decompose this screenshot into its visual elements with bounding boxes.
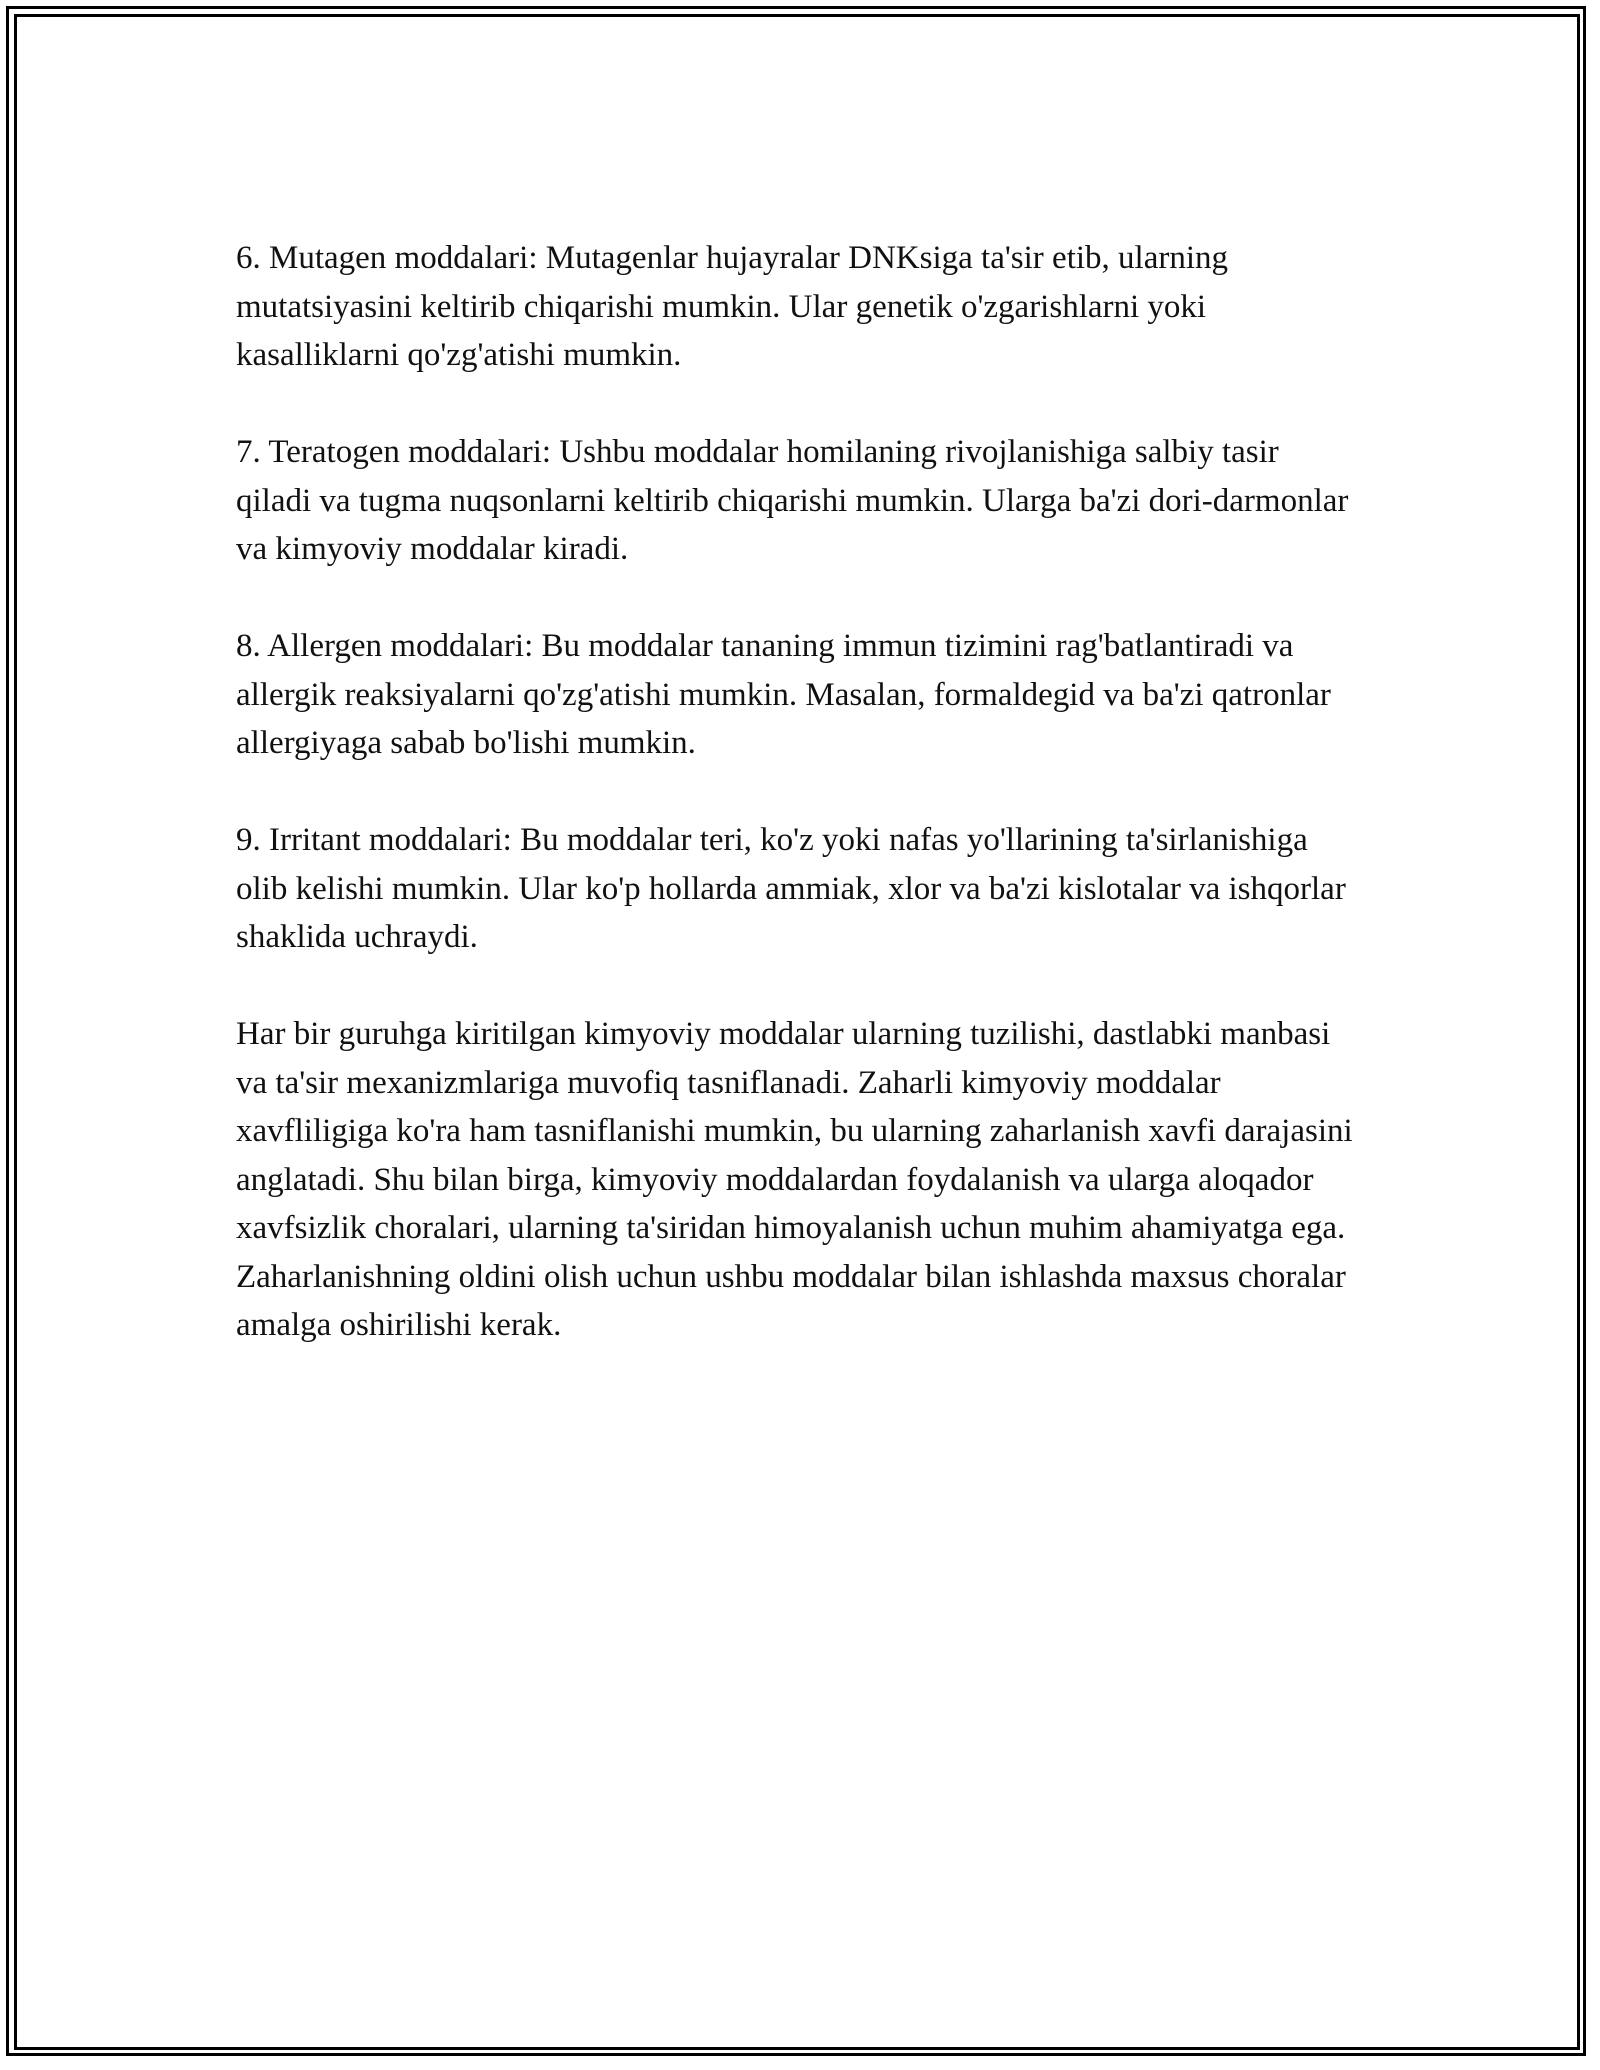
- paragraph-allergen: 8. Allergen moddalari: Bu moddalar tananing immun tizimini rag'batlantiradi va allergik reaksiyalarni qo'zg'atishi mumkin. Masalan, formaldegid va ba'zi qatronlar allergiyaga sabab bo'lishi mumkin.: [236, 628, 1331, 761]
- paragraph-teratogen: 7. Teratogen moddalari: Ushbu moddalar homilaning rivojlanishiga salbiy tasir qiladi va tugma nuqsonlarni keltirib chiqarishi mumkin. Ularga ba'zi dori-darmonlar va kimyoviy moddalar kiradi.: [236, 434, 1349, 567]
- paragraph-summary: Har bir guruhga kiritilgan kimyoviy moddalar ularning tuzilishi, dastlabki manbasi va ta'sir mexanizmlariga muvofiq tasniflanadi. Zaharli kimyoviy moddalar xavfliligiga ko'ra ham tasniflanishi mumkin, bu ularning zaharlanish xavfi darajasini anglatadi. Shu bilan birga, kimyoviy moddalardan foydalanish va ularga aloqador xavfsizlik choralari, ularning ta'siridan himoyalanish uchun muhim ahamiyatga ega. Zaharlanishning oldini olish uchun ushbu moddalar bilan ishlashda maxsus choralar amalga oshirilishi kerak.: [236, 1016, 1353, 1343]
- document-body: [236, 234, 1356, 1398]
- paragraph-irritant: 9. Irritant moddalari: Bu moddalar teri, ko'z yoki nafas yo'llarining ta'sirlanishiga olib kelishi mumkin. Ular ko'p hollarda ammiak, xlor va ba'zi kislotalar va ishqorlar shaklida uchraydi.: [236, 822, 1346, 955]
- paragraph-mutagen: 6. Mutagen moddalari: Mutagenlar hujayralar DNKsiga ta'sir etib, ularning mutatsiyasini keltirib chiqarishi mumkin. Ular genetik o'zgarishlarni yoki kasalliklarni qo'zg'atishi mumkin.: [236, 240, 1228, 373]
